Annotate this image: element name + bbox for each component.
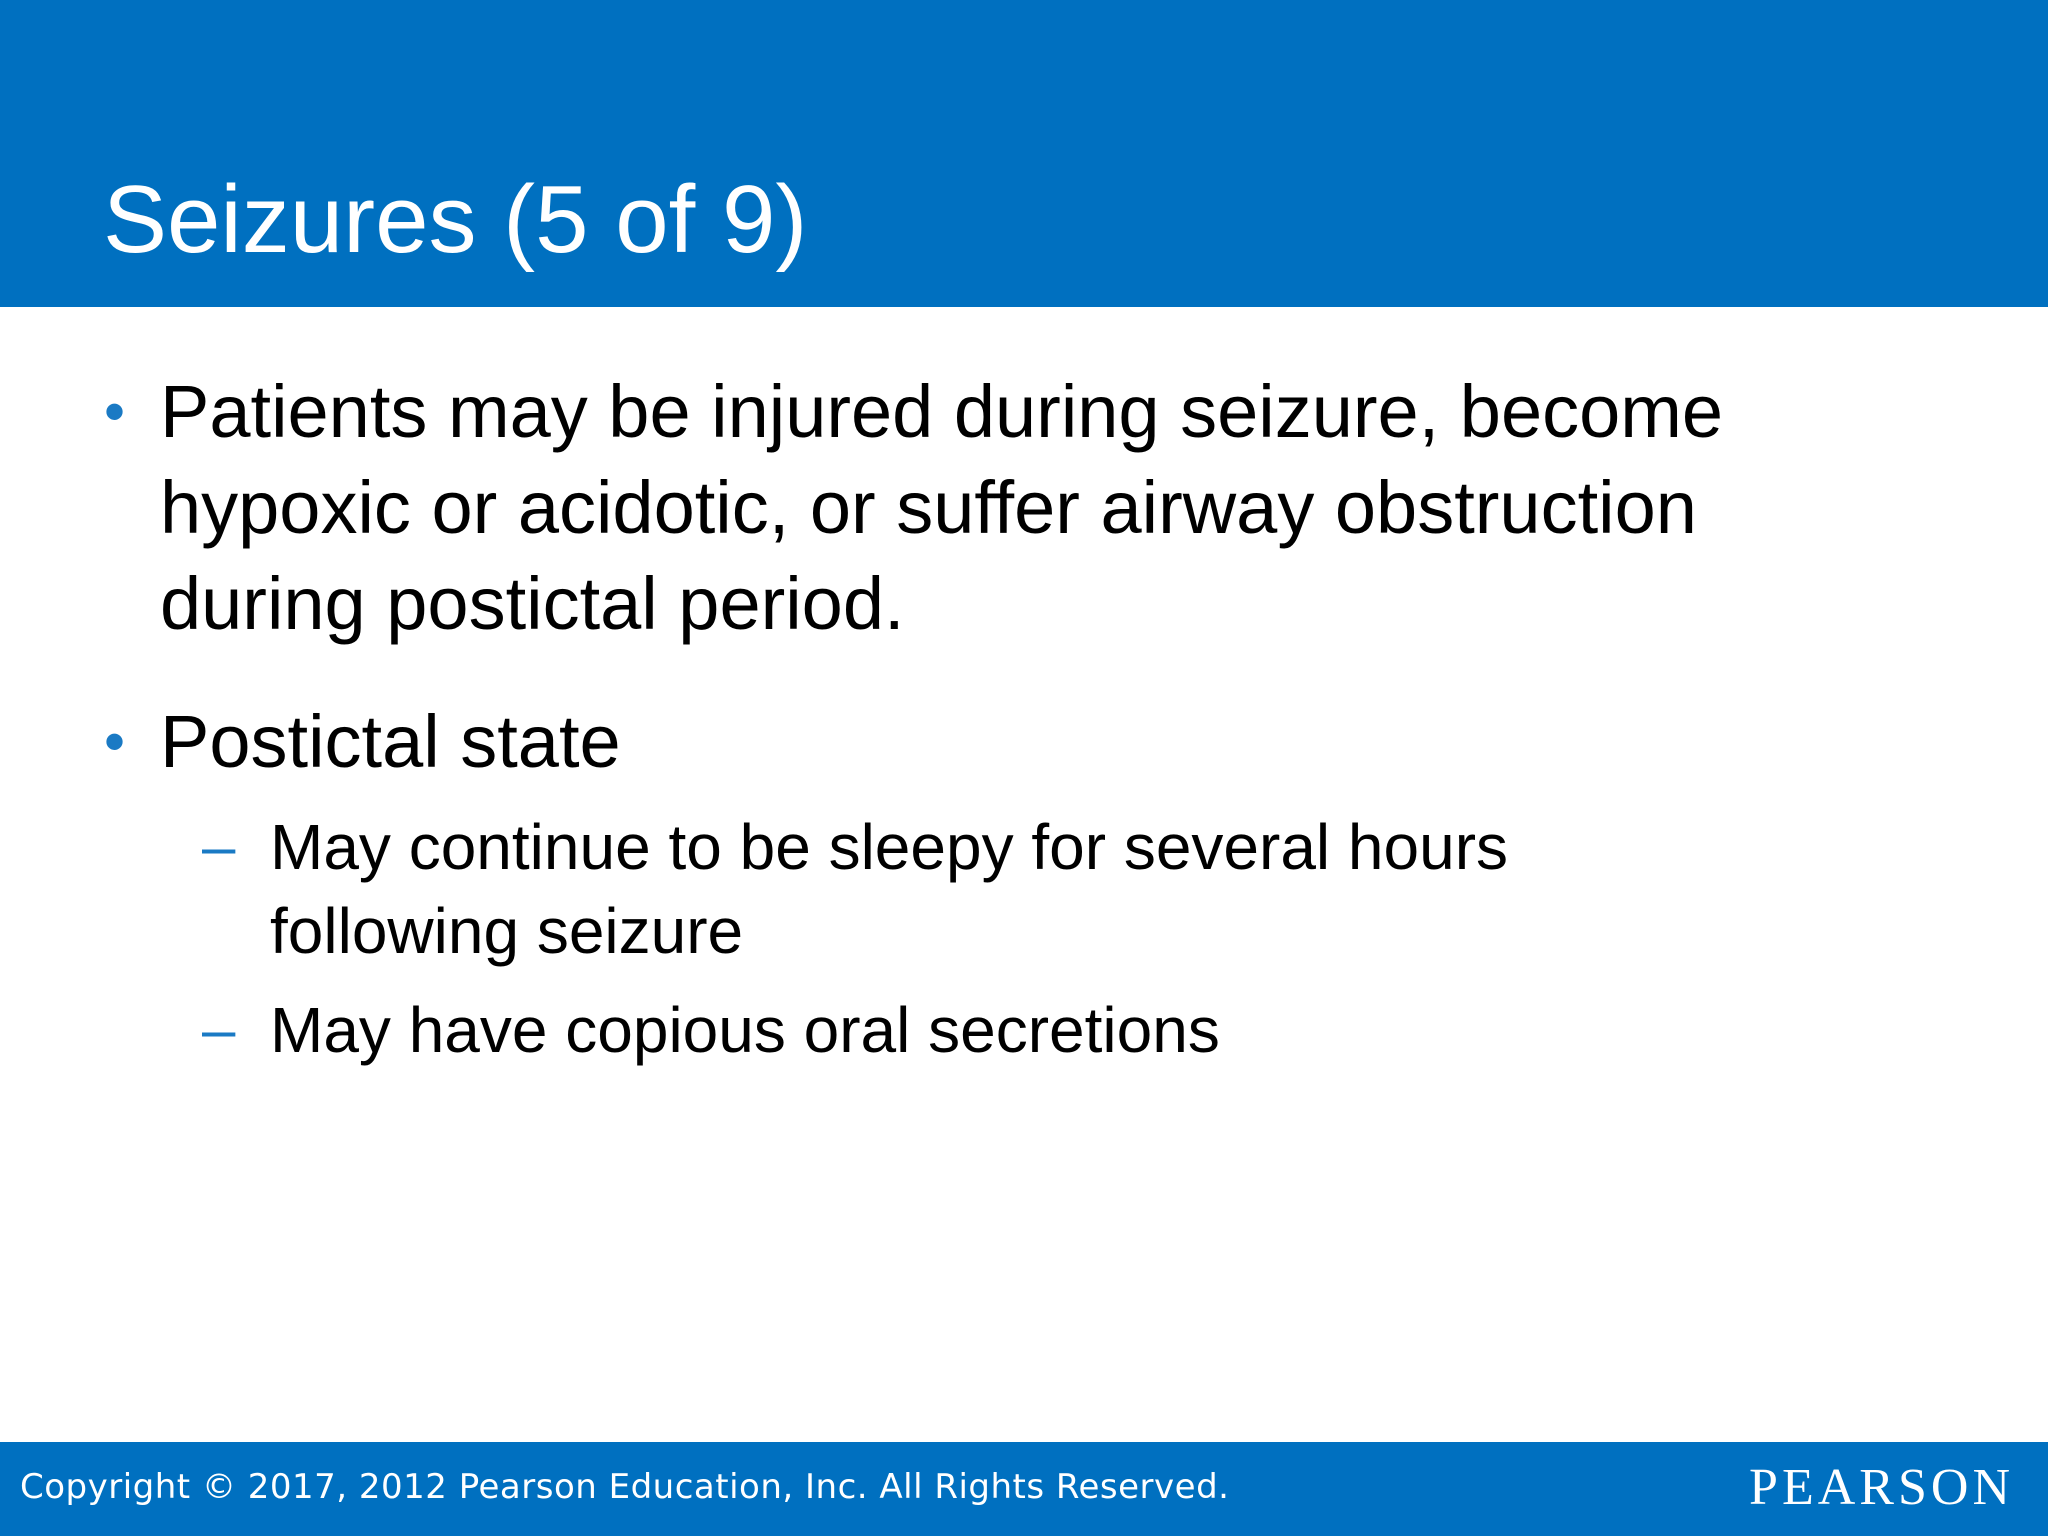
sub-bullet-secretions: [202, 988, 1220, 1072]
sub-bullet-line: May continue to be sleepy for several hours: [270, 811, 1508, 883]
bullet-postictal-state: [104, 694, 621, 790]
bullet-line: Postictal state: [160, 700, 621, 783]
bullet-marker: •: [104, 378, 126, 445]
pearson-logo: PEARSON: [1749, 1459, 2014, 1516]
sub-bullet-line: May have copious oral secretions: [270, 994, 1220, 1066]
bullet-line: hypoxic or acidotic, or suffer airway obstruction: [160, 466, 1697, 549]
sub-bullet-sleepy: [202, 805, 1508, 973]
bullet-line: Patients may be injured during seizure, become: [160, 370, 1724, 453]
footer-band: [0, 1442, 2048, 1536]
bullet-line: during postictal period.: [160, 562, 905, 645]
title-band: [0, 0, 2048, 307]
slide-content: [0, 307, 2048, 1442]
bullet-marker: •: [104, 708, 126, 775]
copyright-notice: Copyright © 2017, 2012 Pearson Education, Inc. All Rights Reserved.: [20, 1467, 1230, 1507]
bullet-injury-risk: [104, 364, 1724, 652]
slide-title: Seizures (5 of 9): [103, 166, 808, 273]
sub-bullet-marker: –: [202, 813, 236, 880]
sub-bullet-line: following seizure: [270, 895, 744, 967]
sub-bullet-marker: –: [202, 996, 236, 1063]
